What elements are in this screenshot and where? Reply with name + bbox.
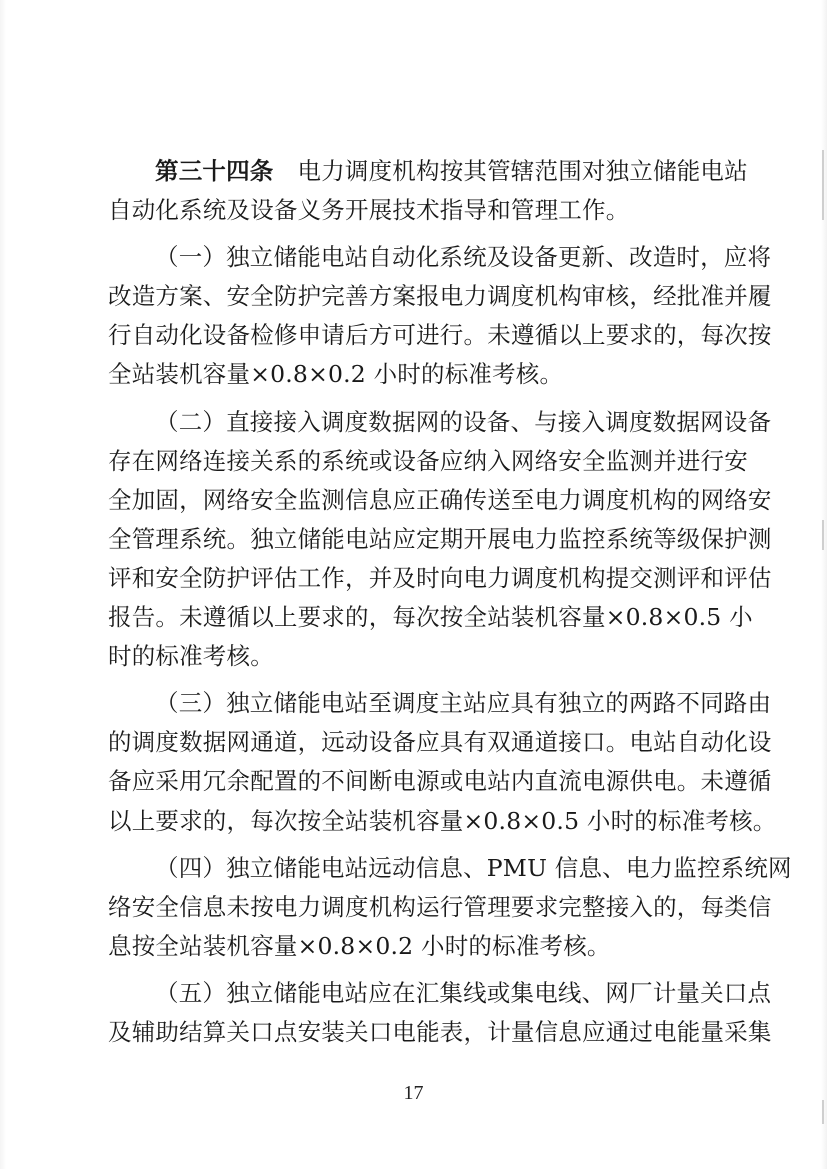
clause-line: 行自动化设备检修申请后方可进行。未遵循以上要求的，每次按 xyxy=(108,321,772,350)
article-paragraph xyxy=(108,152,748,230)
clause-line: 改造方案、安全防护完善方案报电力调度机构审核，经批准并履 xyxy=(108,282,772,311)
page-number: 17 xyxy=(403,1082,424,1104)
document-body xyxy=(108,152,792,1052)
clause-line: 的调度数据网通道，远动设备应具有双通道接口。电站自动化设 xyxy=(108,728,772,757)
clause-line: 及辅助结算关口点安装关口电能表，计量信息应通过电能量采集 xyxy=(108,1017,772,1046)
clause-line: 全加固，网络安全监测信息应正确传送至电力调度机构的网络安 xyxy=(108,485,772,514)
scan-edge-mark xyxy=(822,520,824,550)
clause-line: 评和安全防护评估工作，并及时向电力调度机构提交测评和评估 xyxy=(108,563,772,592)
clause-paragraph-3 xyxy=(108,684,777,840)
article-first-line xyxy=(108,152,748,191)
clause-line: 以上要求的，每次按全站装机容量×0.8×0.5 小时的标准考核。 xyxy=(108,806,777,835)
clause-line: 全站装机容量×0.8×0.2 小时的标准考核。 xyxy=(108,360,564,389)
scan-edge-mark xyxy=(822,150,824,220)
clause-paragraph-1 xyxy=(108,238,772,394)
article-number: 第三十四条 xyxy=(155,157,274,185)
clause-line: （三）独立储能电站至调度主站应具有独立的两路不同路由 xyxy=(155,689,772,718)
clause-paragraph-2 xyxy=(108,403,772,677)
article-text-line: 电力调度机构按其管辖范围对独立储能电站 xyxy=(297,157,748,185)
clause-line: 备应采用冗余配置的不间断电源或电站内直流电源供电。未遵循 xyxy=(108,767,772,796)
clause-line: 报告。未遵循以上要求的，每次按全站装机容量×0.8×0.5 小 xyxy=(108,603,753,632)
clause-line: （二）直接接入调度数据网的设备、与接入调度数据网设备 xyxy=(155,407,772,436)
clause-line: 全管理系统。独立储能电站应定期开展电力监控系统等级保护测 xyxy=(108,524,772,553)
clause-line: （四）独立储能电站远动信息、PMU 信息、电力监控系统网 xyxy=(155,853,792,882)
scan-edge-mark xyxy=(822,1100,824,1124)
clause-line: 络安全信息未按电力调度机构运行管理要求完整接入的，每类信 xyxy=(108,892,772,921)
clause-paragraph-5 xyxy=(108,974,772,1052)
clause-line: （五）独立储能电站应在汇集线或集电线、网厂计量关口点 xyxy=(155,978,772,1007)
clause-line: 存在网络连接关系的系统或设备应纳入网络安全监测并进行安 xyxy=(108,446,748,475)
clause-line: （一）独立储能电站自动化系统及设备更新、改造时，应将 xyxy=(155,243,772,272)
clause-line: 息按全站装机容量×0.8×0.2 小时的标准考核。 xyxy=(108,931,611,960)
article-text-line: 自动化系统及设备义务开展技术指导和管理工作。 xyxy=(108,196,630,225)
clause-paragraph-4 xyxy=(108,849,792,966)
clause-line: 时的标准考核。 xyxy=(108,642,274,671)
